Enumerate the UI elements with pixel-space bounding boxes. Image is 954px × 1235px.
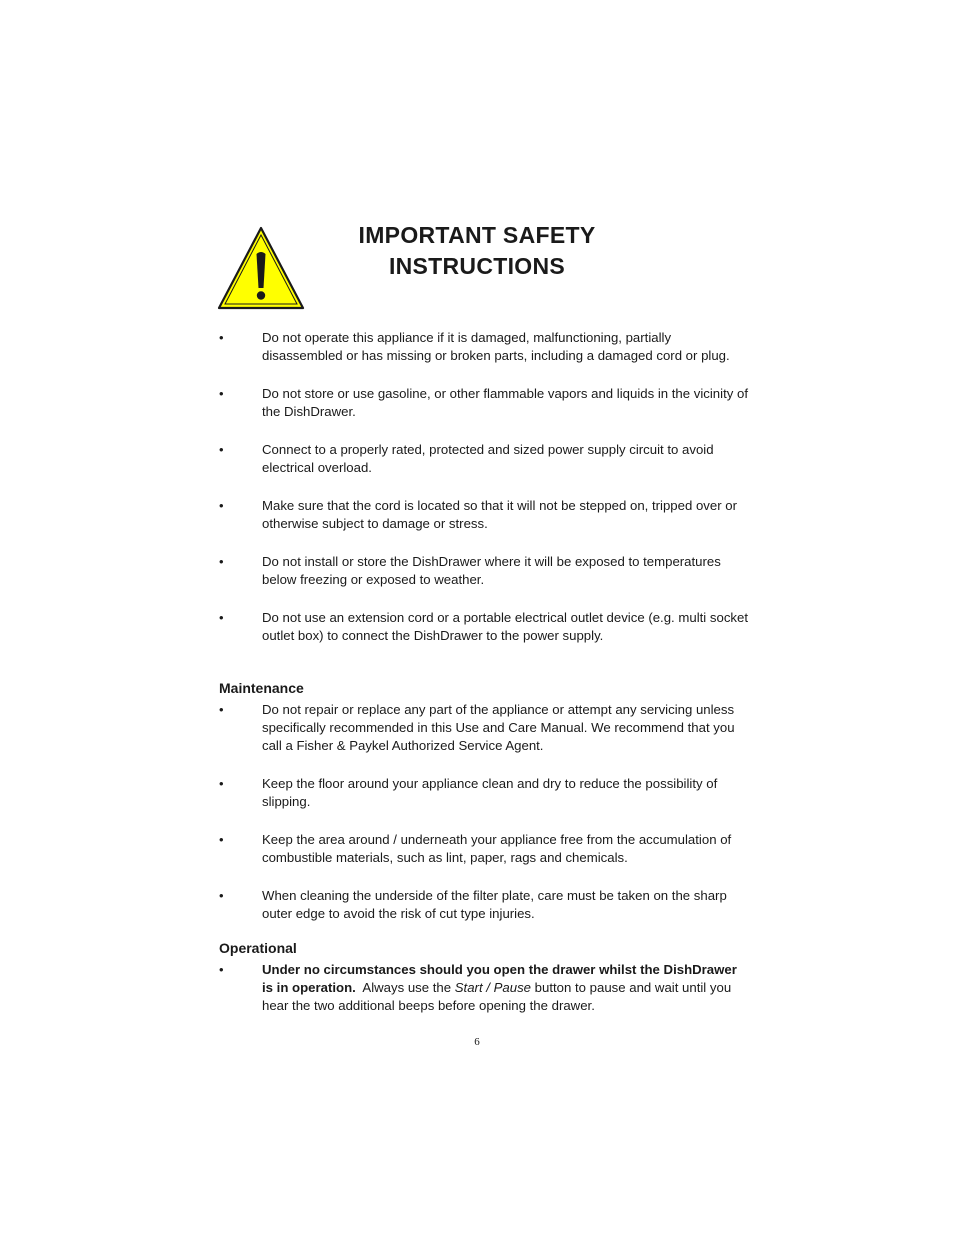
list-item-text: Always use the: [355, 980, 455, 995]
list-item-text: When cleaning the underside of the filter plate, care must be taken on the sharp outer edge to avoid the risk of cut type injuries.: [262, 888, 727, 921]
general-safety-section: [219, 329, 749, 645]
list-item: [219, 609, 749, 645]
bullet: •: [219, 498, 224, 513]
page-number: 6: [474, 1036, 480, 1048]
maintenance-section: [219, 679, 749, 923]
list-item: [219, 497, 749, 533]
list-item: [219, 831, 749, 867]
page-title: [330, 220, 624, 282]
operational-section: [219, 939, 749, 1015]
title-line-2: INSTRUCTIONS: [388, 253, 566, 279]
bullet: •: [219, 962, 224, 977]
list-item-text: button to pause and wait until you hear the two additional beeps before opening the drawer.: [262, 980, 732, 1013]
warning-triangle-icon: [217, 226, 305, 310]
list-item-text: Keep the floor around your appliance clean and dry to reduce the possibility of slipping.: [262, 776, 718, 809]
list-item: [219, 329, 749, 365]
list-item-text: Make sure that the cord is located so that it will not be stepped on, tripped over or otherwise subject to damage or stress.: [262, 498, 738, 531]
bullet: •: [219, 702, 224, 717]
list-item-text: Keep the area around / underneath your appliance free from the accumulation of combustible materials, such as lint, paper, rags and chemicals.: [262, 832, 732, 865]
operational-list: [219, 961, 749, 1015]
bullet: •: [219, 888, 224, 903]
maintenance-list: [219, 701, 749, 923]
bullet: •: [219, 386, 224, 401]
list-item-text: Do not use an extension cord or a portable electrical outlet device (e.g. multi socket outlet box) to connect the DishDrawer to the power supply.: [262, 610, 748, 643]
list-item-text: Do not install or store the DishDrawer where it will be exposed to temperatures below freezing or exposed to weather.: [262, 554, 721, 587]
bullet: •: [219, 832, 224, 847]
bullet: •: [219, 776, 224, 791]
maintenance-heading: Maintenance: [219, 680, 304, 696]
list-item-text: Do not store or use gasoline, or other flammable vapors and liquids in the vicinity of the DishDrawer.: [262, 386, 748, 419]
bullet: •: [219, 610, 224, 625]
list-item: [219, 553, 749, 589]
bullet: •: [219, 554, 224, 569]
start-pause-button-reference: Start / Pause: [454, 980, 531, 995]
list-item: [219, 775, 749, 811]
list-item: [219, 441, 749, 477]
list-item-text: Do not repair or replace any part of the appliance or attempt any servicing unless specifically recommended in this Use and Care Manual. We recommend that you call a Fisher & Paykel Authorized Service Agent.: [262, 702, 735, 753]
bullet: •: [219, 330, 224, 345]
list-item: [219, 961, 749, 1015]
operational-heading: Operational: [219, 940, 297, 956]
list-item-text: Connect to a properly rated, protected and sized power supply circuit to avoid electrical overload.: [262, 442, 714, 475]
warning-bold-text: Under no circumstances should you open the drawer whilst the DishDrawer is in operation.: [262, 962, 737, 995]
list-item-text: Do not operate this appliance if it is damaged, malfunctioning, partially disassembled or has missing or broken parts, including a damaged cord or plug.: [262, 330, 730, 363]
general-safety-list: [219, 329, 749, 645]
list-item: [219, 701, 749, 755]
title-line-1: IMPORTANT SAFETY: [358, 222, 596, 248]
list-item: [219, 887, 749, 923]
bullet: •: [219, 442, 224, 457]
list-item: [219, 385, 749, 421]
